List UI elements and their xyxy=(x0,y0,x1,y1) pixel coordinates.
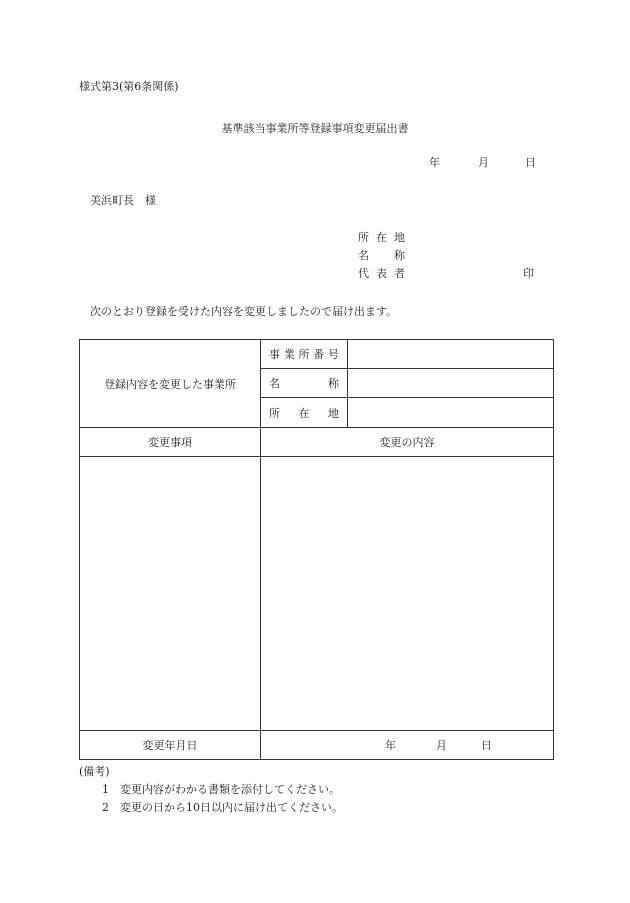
date-day: 日 xyxy=(525,156,536,169)
change-item-header: 変更事項 xyxy=(80,428,261,457)
change-item-field[interactable] xyxy=(80,457,261,731)
table-row xyxy=(80,731,554,760)
facility-number-field[interactable] xyxy=(348,340,554,369)
seal-mark: 印 xyxy=(523,267,534,280)
form-number: 様式第3(第6条関係) xyxy=(79,80,179,93)
change-content-field[interactable] xyxy=(261,457,554,731)
change-date-field[interactable] xyxy=(261,731,554,760)
notes-heading: (備考) xyxy=(79,765,110,778)
addressee: 美浜町長 様 xyxy=(90,194,156,207)
change-date-month: 月 xyxy=(436,739,447,752)
change-date-label: 変更年月日 xyxy=(80,731,261,760)
date-year: 年 xyxy=(429,156,440,169)
facility-address-label: 所 在 地 xyxy=(261,398,348,428)
table-row xyxy=(80,340,554,369)
date-month: 月 xyxy=(478,156,489,169)
change-date-year: 年 xyxy=(385,739,396,752)
facility-number-label: 事 業 所 番 号 xyxy=(261,340,348,369)
changed-facility-label: 登録内容を変更した事業所 xyxy=(80,340,261,428)
facility-name-label: 名 称 xyxy=(261,369,348,398)
table-row xyxy=(80,428,554,457)
change-form-table xyxy=(79,339,554,760)
intro-text: 次のとおり登録を受けた内容を変更しましたので届け出ます。 xyxy=(90,305,398,318)
table-row xyxy=(80,457,554,731)
facility-address-field[interactable] xyxy=(348,398,554,428)
note-text: 変更内容がわかる書類を添付してください。 xyxy=(120,783,340,796)
note-text: 変更の日から10日以内に届け出てください。 xyxy=(120,801,343,814)
facility-name-field[interactable] xyxy=(348,369,554,398)
change-date-day: 日 xyxy=(481,739,492,752)
note-number: 1 xyxy=(102,783,109,796)
note-number: 2 xyxy=(102,801,109,814)
change-content-header: 変更の内容 xyxy=(261,428,554,457)
document-title: 基準該当事業所等登録事項変更届出書 xyxy=(221,122,409,135)
